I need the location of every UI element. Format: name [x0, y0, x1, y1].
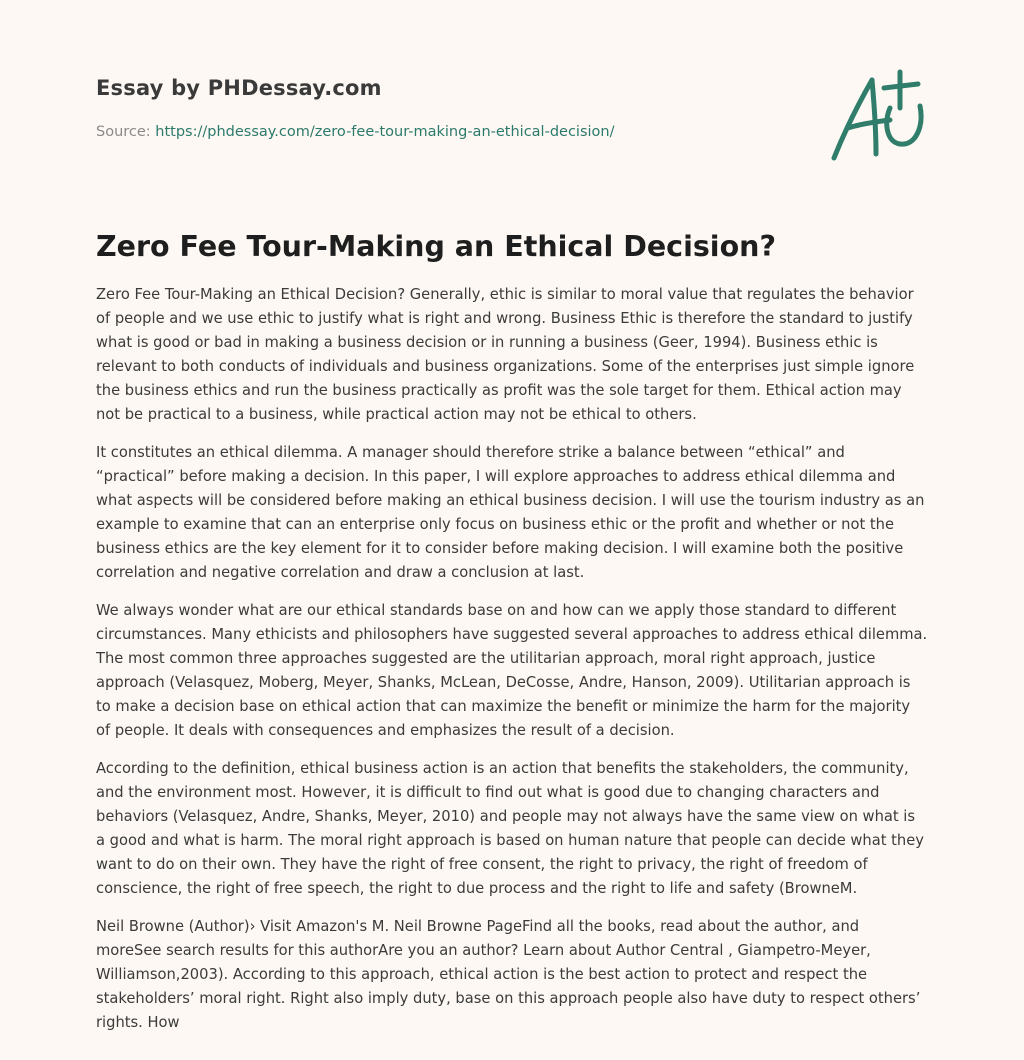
article-paragraph: Zero Fee Tour-Making an Ethical Decision? Generally, ethic is similar to moral value that regulates the behavior of people and we use ethic to justify what is right and wrong. Business Ethic is therefore the standard to justify what is good or bad in making a business decision or in running a business (Geer, 1994). Business ethic is relevant to both conducts of individuals and business organizations. Some of the enterprises just simple ignore the business ethics and run the business practically as profit was the sole target for them. Ethical action may not be practical to a business, while practical action may not be ethical to others. — [96, 286, 915, 423]
article-paragraph: According to the definition, ethical business action is an action that benefits the stakeholders, the community, and the environment most. However, it is difficult to find out what is good due to changing characters and behaviors (Velasquez, Andre, Shanks, Meyer, 2010) and people may not always have the same view on what is a good and what is harm. The moral right approach is based on human nature that people can decide what they want to do on their own. They have the right of free consent, the right to privacy, the right of freedom of conscience, the right of free speech, the right to due process and the right to life and safety (BrowneM. — [96, 760, 924, 897]
article-title: Zero Fee Tour-Making an Ethical Decision? — [96, 230, 776, 263]
article-paragraph: It constitutes an ethical dilemma. A manager should therefore strike a balance between “ethical” and “practical” before making a decision. In this paper, I will explore approaches to address ethical dilemma and what aspects will be considered before making an ethical business decision. I will use the tourism industry as an example to examine that can an enterprise only focus on business ethic or the profit and whether or not the business ethics are the key element for it to consider before making decision. I will examine both the positive correlation and negative correlation and draw a conclusion at last. — [96, 444, 925, 581]
source-line — [96, 124, 614, 140]
a-plus-logo-icon — [826, 68, 930, 164]
article-body — [96, 283, 928, 1035]
header — [96, 0, 928, 215]
source-label: Source: — [96, 124, 156, 140]
article-paragraph: We always wonder what are our ethical standards base on and how can we apply those standard to different circumstances. Many ethicists and philosophers have suggested several approaches to address ethical dilemma. The most common three approaches suggested are the utilitarian approach, moral right approach, justice approach (Velasquez, Moberg, Meyer, Shanks, McLean, DeCosse, Andre, Hanson, 2009). Utilitarian approach is to make a decision base on ethical action that can maximize the benefit or minimize the harm for the majority of people. It deals with consequences and emphasizes the result of a decision. — [96, 602, 928, 739]
article-paragraph: Neil Browne (Author)› Visit Amazon's M. Neil Browne PageFind all the books, read about the author, and moreSee search results for this authorAre you an author? Learn about Author Central , Giampetro-Meyer, Williamson,2003). According to this approach, ethical action is the best action to protect and respect the stakeholders’ moral right. Right also imply duty, base on this approach people also have duty to respect others’ rights. How — [96, 918, 921, 1031]
site-brand: Essay by PHDessay.com — [96, 76, 382, 100]
source-link[interactable]: https://phdessay.com/zero-fee-tour-making-an-ethical-decision/ — [155, 124, 615, 140]
